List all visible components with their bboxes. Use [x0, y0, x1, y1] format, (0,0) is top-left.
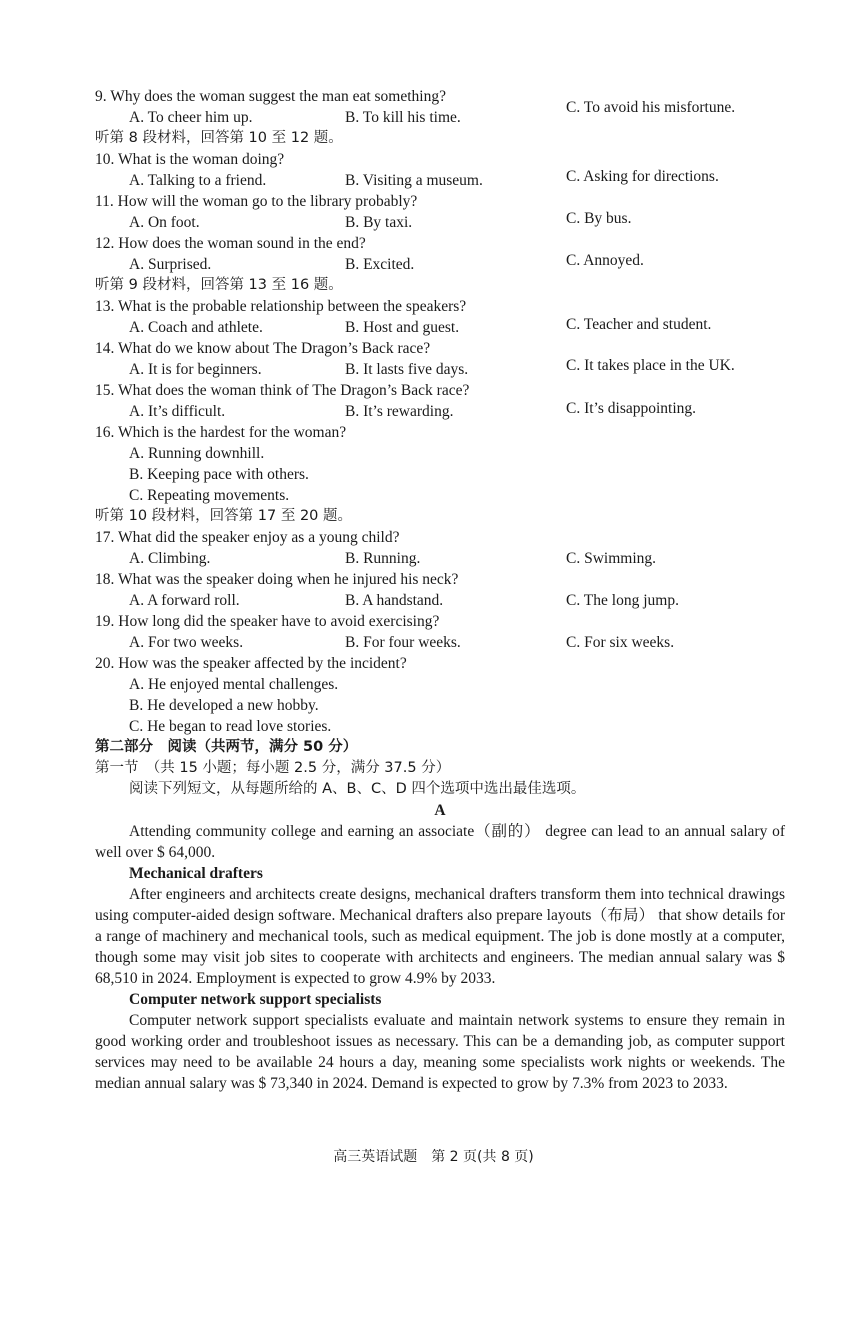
paragraph-mechanical-drafters: After engineers and architects create designs, mechanical drafters transform them into technical drawings using computer-aided design software. Mechanical drafters also prepare layouts（布局） that show details for a range of machinery and mechanical tools, such as medical equipment. The job is done mostly at a computer, though some may visit job sites to cooperate with architects and engineers. The median annual salary was $ 68,510 in 2024. Employment is expected to grow 4.9% by 2033.: [95, 886, 785, 987]
page-content: [95, 86, 785, 1094]
question-13-options: [95, 317, 785, 338]
passage-intro: Attending community college and earning an associate（副的） degree can lead to an annual salary of well over $ 64,000.: [95, 823, 785, 861]
question-12-options: [95, 254, 785, 275]
question-18-stem: 18. What was the speaker doing when he injured his neck?: [95, 571, 459, 588]
question-18-options: [95, 590, 785, 611]
option-c: C. Asking for directions.: [566, 168, 719, 185]
option-c: C. The long jump.: [566, 592, 679, 609]
question-14-options: [95, 359, 785, 380]
option-a: A. Talking to a friend.: [129, 172, 267, 189]
option-a: A. To cheer him up.: [129, 109, 253, 126]
question-11-options: [95, 212, 785, 233]
option-c: C. It takes place in the UK.: [566, 357, 735, 374]
option-c: C. Annoyed.: [566, 252, 644, 269]
question-9-stem: 9. Why does the woman suggest the man eat something?: [95, 88, 446, 105]
reading-instructions: 阅读下列短文，从每题所给的 A、B、C、D 四个选项中选出最佳选项。: [129, 781, 586, 797]
option-b: B. By taxi.: [345, 214, 413, 231]
option-b: B. For four weeks.: [345, 634, 461, 651]
question-10-stem: 10. What is the woman doing?: [95, 151, 285, 168]
paragraph-network-specialists: Computer network support specialists evaluate and maintain network systems to ensure they remain in good working order and troubleshoot issues as necessary. This can be a demanding job, as computer support services may need to be available 24 hours a day, meaning some specialists work nights or weekends. The median annual salary was $ 73,340 in 2024. Demand is expected to grow by 7.3% from 2023 to 2033.: [95, 1012, 785, 1092]
section-heading-8: 听第 8 段材料，回答第 10 至 12 题。: [95, 130, 343, 146]
option-b: B. Visiting a museum.: [345, 172, 483, 189]
option-b: B. A handstand.: [345, 592, 444, 609]
question-16-option-a: A. Running downhill.: [129, 445, 265, 462]
question-16-option-b: B. Keeping pace with others.: [129, 466, 309, 483]
question-14-stem: 14. What do we know about The Dragon’s Back race?: [95, 340, 431, 357]
heading-network-specialists: Computer network support specialists: [129, 991, 382, 1008]
question-19-options: [95, 632, 785, 653]
option-b: B. Host and guest.: [345, 319, 460, 336]
option-c: C. Swimming.: [566, 550, 657, 567]
option-b: B. To kill his time.: [345, 109, 461, 126]
option-a: A. A forward roll.: [129, 592, 240, 609]
question-11-stem: 11. How will the woman go to the library probably?: [95, 193, 418, 210]
question-15-options: [95, 401, 785, 422]
option-b: B. Excited.: [345, 256, 415, 273]
option-c: C. Teacher and student.: [566, 316, 712, 333]
question-16-option-c: C. Repeating movements.: [129, 487, 290, 504]
option-b: B. It lasts five days.: [345, 361, 469, 378]
option-b: B. It’s rewarding.: [345, 403, 454, 420]
question-16-stem: 16. Which is the hardest for the woman?: [95, 424, 347, 441]
question-20-option-b: B. He developed a new hobby.: [129, 697, 319, 714]
question-20-option-c: C. He began to read love stories.: [129, 718, 332, 735]
page-footer: 高三英语试题 第 2 页(共 8 页): [333, 1149, 534, 1165]
question-17-stem: 17. What did the speaker enjoy as a young child?: [95, 529, 400, 546]
option-c: C. To avoid his misfortune.: [566, 99, 736, 116]
passage-letter: A: [434, 802, 446, 819]
option-c: C. It’s disappointing.: [566, 400, 697, 417]
option-c: C. By bus.: [566, 210, 632, 227]
question-20-stem: 20. How was the speaker affected by the incident?: [95, 655, 407, 672]
question-10-options: [95, 170, 785, 191]
question-12-stem: 12. How does the woman sound in the end?: [95, 235, 366, 252]
option-a: A. It’s difficult.: [129, 403, 226, 420]
question-15-stem: 15. What does the woman think of The Dragon’s Back race?: [95, 382, 470, 399]
part-two-heading: 第二部分 阅读（共两节，满分 50 分）: [95, 739, 358, 755]
section-one-heading: 第一节 （共 15 小题；每小题 2.5 分，满分 37.5 分）: [95, 760, 451, 776]
option-a: A. Coach and athlete.: [129, 319, 263, 336]
option-a: A. Surprised.: [129, 256, 212, 273]
option-a: A. For two weeks.: [129, 634, 244, 651]
option-a: A. It is for beginners.: [129, 361, 262, 378]
question-13-stem: 13. What is the probable relationship between the speakers?: [95, 298, 467, 315]
heading-mechanical-drafters: Mechanical drafters: [129, 865, 263, 882]
section-heading-10: 听第 10 段材料，回答第 17 至 20 题。: [95, 508, 353, 524]
question-9-options: [95, 99, 785, 128]
option-b: B. Running.: [345, 550, 421, 567]
option-c: C. For six weeks.: [566, 634, 675, 651]
option-a: A. On foot.: [129, 214, 200, 231]
option-a: A. Climbing.: [129, 550, 211, 567]
section-heading-9: 听第 9 段材料，回答第 13 至 16 题。: [95, 277, 343, 293]
question-17-options: [95, 548, 785, 569]
question-20-option-a: A. He enjoyed mental challenges.: [129, 676, 339, 693]
question-19-stem: 19. How long did the speaker have to avoid exercising?: [95, 613, 440, 630]
